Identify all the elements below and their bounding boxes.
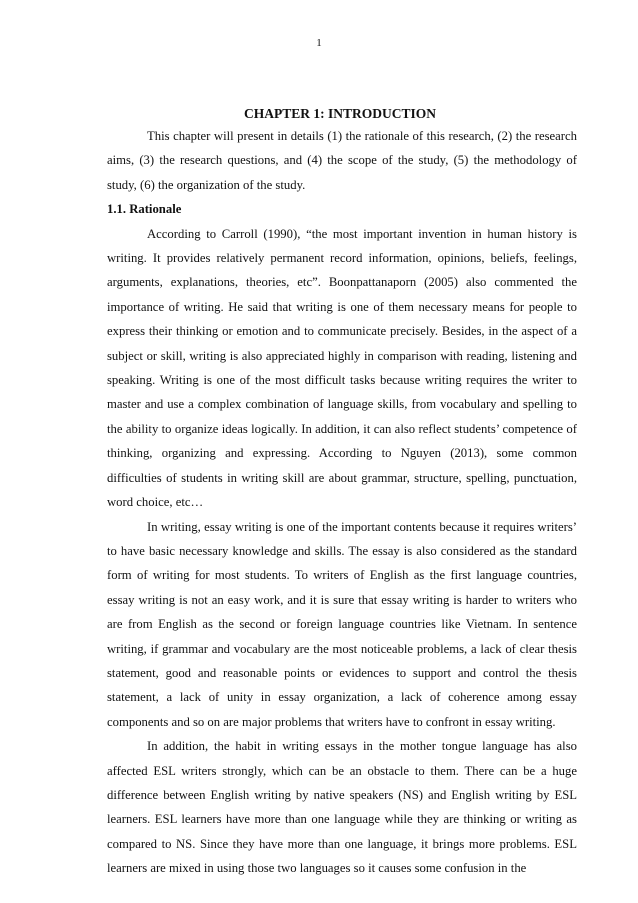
rationale-paragraph-2: In writing, essay writing is one of the important contents because it requires writers’ to have basic necessary knowledge and skills. The essay is also considered as the standard form of writing for most students. To writers of English as the first language countries, essay writing is not an easy work, and it is sure that essay writing is harder to writers who are from English as the second or foreign language countries like Vietnam. In sentence writing, if grammar and vocabulary are the most noticeable problems, a lack of clear thesis statement, good and reasonable points or evidences to support and control the thesis statement, a lack of unity in essay organization, a lack of coherence among essay components and so on are major problems that writers have to confront in essay writing. <box>107 519 577 729</box>
section-heading-rationale: 1.1. Rationale <box>107 202 182 217</box>
intro-paragraph: This chapter will present in details (1) the rationale of this research, (2) the research aims, (3) the research questions, and (4) the scope of the study, (5) the methodology of study, (6) the organization of the study. <box>107 129 577 192</box>
rationale-paragraph-1: According to Carroll (1990), “the most important invention in human history is writing. It provides relatively permanent record information, opinions, beliefs, feelings, arguments, explanations, theories, etc”. Boonpattanaporn (2005) also commented the importance of writing. He said that writing is one of them necessary means for people to express their thinking or emotion and to communicate precisely. Besides, in the aspect of a subject or skill, writing is also appreciated highly in comparison with reading, listening and speaking. Writing is one of the most difficult tasks because writing requires the writer to master and use a complex combination of language skills, from vocabulary and spelling to the ability to organize ideas logically. In addition, it can also reflect students’ competence of thinking, organizing and expressing. According to Nguyen (2013), some common difficulties of students in writing skill are about grammar, structure, spelling, punctuation, word choice, etc… <box>107 226 577 510</box>
chapter-title: CHAPTER 1: INTRODUCTION <box>243 106 436 121</box>
rationale-paragraph-3: In addition, the habit in writing essays in the mother tongue language has also affected ESL writers strongly, which can be an obstacle to them. There can be a huge difference between English writing by native speakers (NS) and English writing by ESL learners. ESL learners have more than one language while they are thinking or writing as compared to NS. Since they have more than one language, it brings more problems. ESL learners are mixed in using those two languages so it causes some confusion in the <box>107 739 577 876</box>
page-number: 1 <box>316 37 322 49</box>
body-text <box>107 124 577 881</box>
